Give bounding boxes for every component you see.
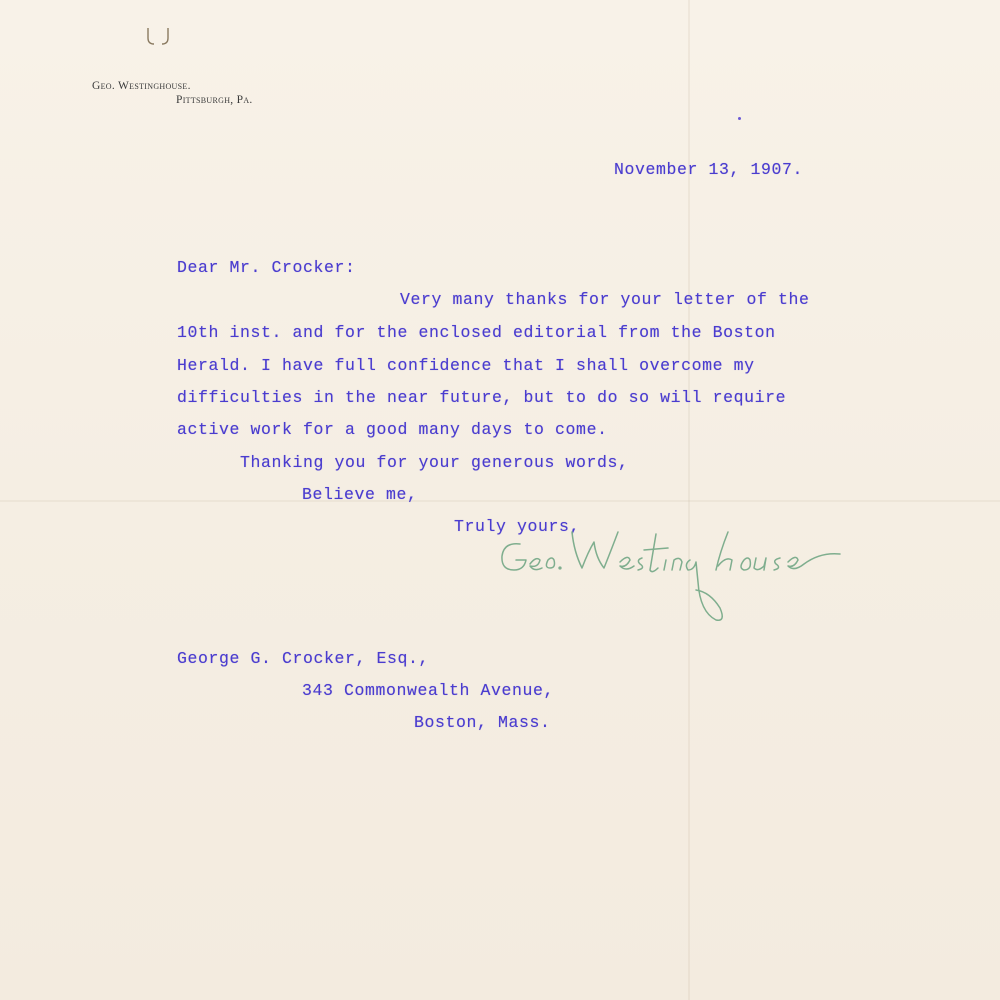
letterhead-name: Geo. Westinghouse. [92,80,191,92]
handwritten-signature [490,512,940,632]
body-line-5: active work for a good many days to come. [177,420,608,439]
letter-date: November 13, 1907. [614,160,804,179]
body-line-1: Very many thanks for your letter of the [400,290,810,309]
paperclip-mark-icon [144,26,174,48]
body-line-3: Herald. I have full confidence that I shall overcome my [177,356,755,375]
closing-lead: Believe me, [302,485,418,504]
closing: Truly yours, [454,517,581,536]
salutation: Dear Mr. Crocker: [177,258,356,277]
address-line-2: 343 Commonwealth Avenue, [302,681,555,700]
ink-speck [738,117,741,120]
paper-fold-horizontal [0,500,1000,502]
body-line-2: 10th inst. and for the enclosed editorial from the Boston [177,323,776,342]
letterhead-city: Pittsburgh, Pa. [176,94,253,106]
body-line-6: Thanking you for your generous words, [240,453,629,472]
address-line-1: George G. Crocker, Esq., [177,649,430,668]
body-line-4: difficulties in the near future, but to do so will require [177,388,787,407]
address-line-3: Boston, Mass. [414,713,551,732]
